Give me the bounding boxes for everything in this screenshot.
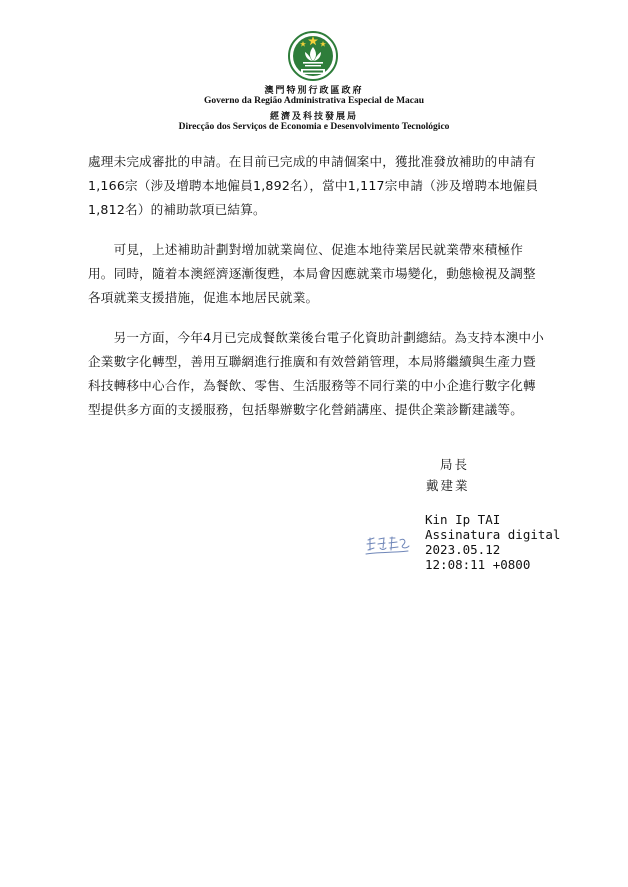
paragraph-line: 1,166宗（涉及增聘本地僱員1,892名），當中1,117宗申請（涉及增聘本地僱員 [88,178,539,193]
department-name-zh: 經濟及科技發展局 [269,112,358,122]
paragraph-line: 科技轉移中心合作，為餐飲、零售、生活服務等不同行業的中小企進行數字化轉 [88,378,536,393]
paragraph-line: 各項就業支援措施，促進本地居民就業。 [88,290,319,305]
paragraph-line: 企業數字化轉型，善用互聯網進行推廣和有效營銷管理，本局將繼續與生產力暨 [88,354,536,369]
department-name-pt: Direcção dos Serviços de Economia e Desenvolvimento Tecnológico [178,122,450,132]
paragraph-line: 用。同時，隨着本澳經濟逐漸復甦，本局會因應就業市場變化，動態檢視及調整 [88,266,536,281]
paragraph-3 [88,326,588,422]
digital-signature-block [425,512,560,572]
government-name-pt: Governo da Região Administrativa Especial de Macau [203,96,425,106]
digital-signature-date: 2023.05.12 [425,542,501,557]
paragraph-1 [88,150,588,222]
digital-signer: Kin Ip TAI [425,512,501,527]
letter-body [88,150,588,438]
macau-emblem-icon [287,30,339,82]
paragraph-line: 處理未完成審批的申請。在目前已完成的申請個案中，獲批准發放補助的申請有 [88,154,536,169]
digital-signature-time: 12:08:11 +0800 [425,557,531,572]
paragraph-line: 另一方面，今年4月已完成餐飲業後台電子化資助計劃總結。為支持本澳中小 [88,330,544,345]
paragraph-line: 1,812名）的補助款項已結算。 [88,202,266,217]
paragraph-2 [88,238,588,310]
signer-name: 戴建業 [426,478,470,493]
digital-signature-label: Assinatura digital [425,527,561,542]
signer-role: 局長 [440,457,470,472]
paragraph-line: 可見，上述補助計劃對增加就業崗位、促進本地待業居民就業帶來積極作 [88,242,523,257]
handwritten-signature-icon [362,532,412,560]
paragraph-line: 型提供多方面的支援服務，包括舉辦數字化營銷講座、提供企業診斷建議等。 [88,402,523,417]
government-name-zh: 澳門特別行政區政府 [264,86,364,96]
